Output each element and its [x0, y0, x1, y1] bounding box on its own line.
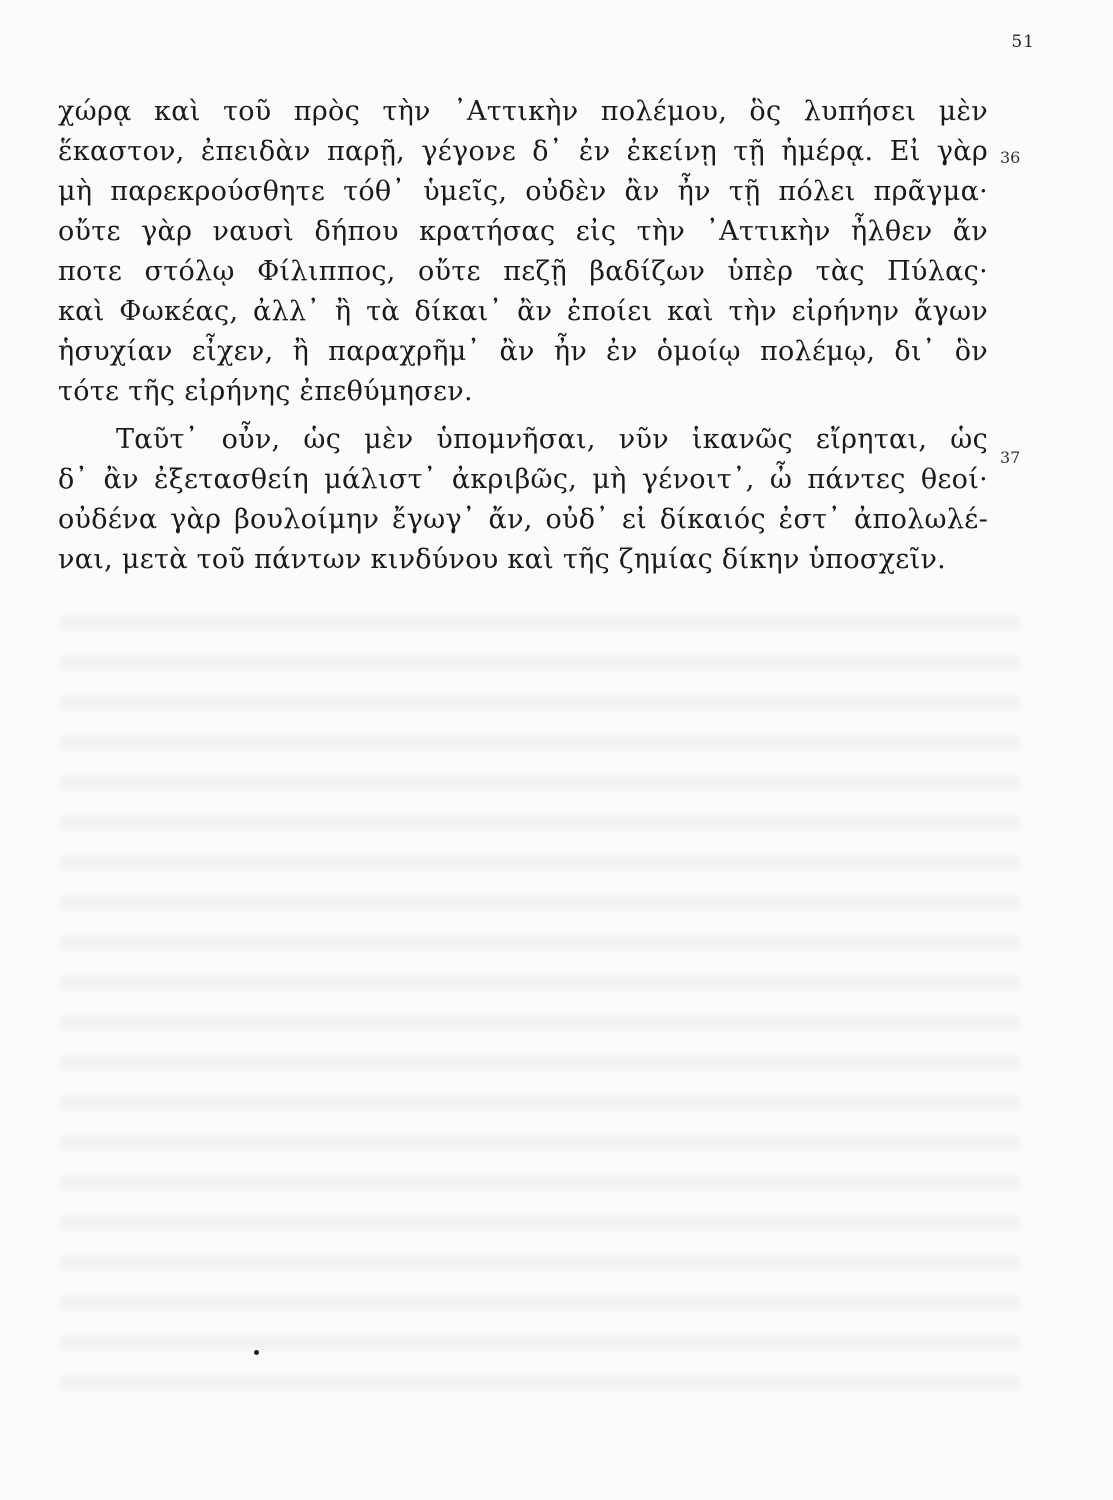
text-line: χώρᾳ καὶ τοῦ πρὸς τὴν ᾿Αττικὴν πολέμου, ὃς λυπήσει μὲν	[58, 96, 988, 127]
text-line: δ᾽ ἂν ἐξετασθείη μάλιστ᾽ ἀκριβῶς, μὴ γένοιτ᾽, ὦ πάντες θεοί·	[58, 464, 988, 495]
bleed-through-texture	[60, 590, 1020, 1410]
text-line: καὶ Φωκέας, ἀλλ᾽ ἢ τὰ δίκαι᾽ ἂν ἐποίει καὶ τὴν εἰρήνην ἄγων	[58, 296, 988, 327]
text-block	[58, 92, 988, 580]
text-line: τότε τῆς εἰρήνης ἐπεθύμησεν.	[58, 376, 473, 407]
text-line: ἕκαστον, ἐπειδὰν παρῇ, γέγονε δ᾽ ἐν ἐκείνῃ τῇ ἡμέρᾳ. Εἰ γὰρ	[58, 136, 988, 167]
text-line: μὴ παρεκρούσθητε τόθ᾽ ὑμεῖς, οὐδὲν ἂν ἦν τῇ πόλει πρᾶγμα·	[58, 176, 988, 207]
text-line: οὔτε γὰρ ναυσὶ δήπου κρατήσας εἰς τὴν ᾿Αττικὴν ἦλθεν ἄν	[58, 216, 988, 247]
margin-section-number: 36	[1000, 148, 1021, 167]
page-number: 51	[1011, 32, 1035, 52]
ink-speck	[254, 1350, 259, 1355]
text-line: Ταῦτ᾽ οὖν, ὡς μὲν ὑπομνῆσαι, νῦν ἱκανῶς εἴρηται, ὡς	[116, 424, 988, 455]
text-line: ναι, μετὰ τοῦ πάντων κινδύνου καὶ τῆς ζημίας δίκην ὑποσχεῖν.	[58, 544, 947, 575]
text-line: οὐδένα γὰρ βουλοίμην ἔγωγ᾽ ἄν, οὐδ᾽ εἰ δίκαιός ἐστ᾽ ἀπολωλέ-	[58, 504, 988, 535]
text-line: ἡσυχίαν εἶχεν, ἢ παραχρῆμ᾽ ἂν ἦν ἐν ὁμοίῳ πολέμῳ, δι᾽ ὃν	[58, 336, 988, 367]
text-line: ποτε στόλῳ Φίλιππος, οὔτε πεζῇ βαδίζων ὑπὲρ τὰς Πύλας·	[58, 256, 988, 287]
margin-section-number: 37	[1000, 448, 1021, 467]
